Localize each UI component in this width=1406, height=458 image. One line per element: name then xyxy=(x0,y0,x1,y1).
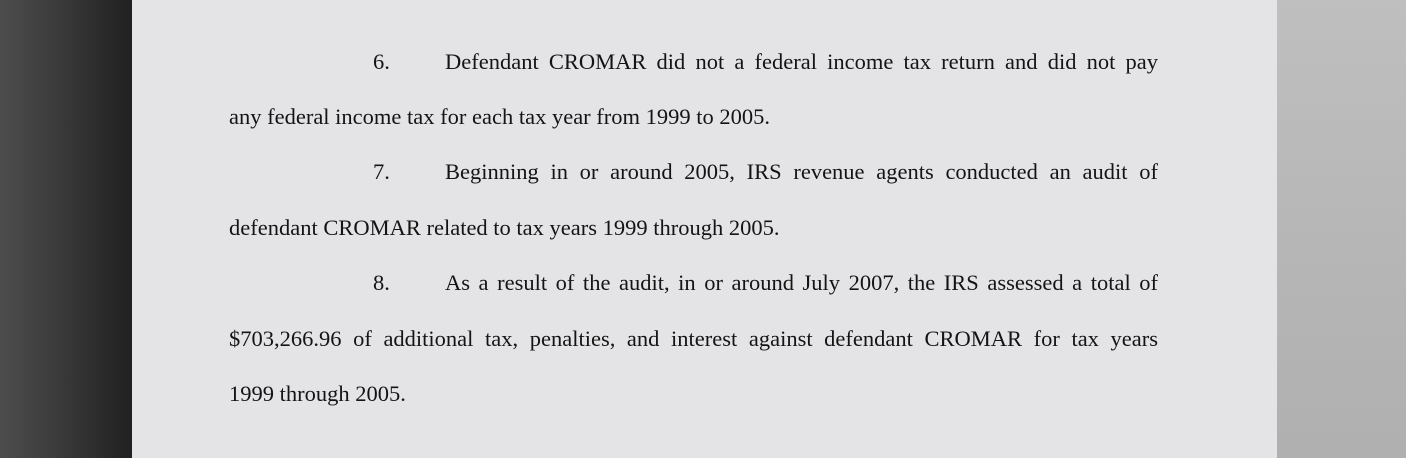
paragraph-continuation-line: $703,266.96 of additional tax, penalties, and interest against defendant CROMAR for tax years xyxy=(229,326,1158,351)
right-background-edge xyxy=(1277,0,1406,458)
paragraph-first-line: Beginning in or around 2005, IRS revenue agents conducted an audit of xyxy=(445,159,1158,184)
paragraph-continuation-line: 1999 through 2005. xyxy=(229,381,406,406)
paragraph-first-line: As a result of the audit, in or around July 2007, the IRS assessed a total of xyxy=(445,270,1158,295)
paragraph-number: 7. xyxy=(373,159,390,184)
paragraph-continuation-line: any federal income tax for each tax year from 1999 to 2005. xyxy=(229,104,771,129)
paragraph-number: 6. xyxy=(373,49,390,74)
paragraph-number: 8. xyxy=(373,270,390,295)
left-background-edge xyxy=(0,0,132,458)
document-page xyxy=(132,0,1277,458)
paragraph-continuation-line: defendant CROMAR related to tax years 1999 through 2005. xyxy=(229,215,780,240)
paragraph-first-line: Defendant CROMAR did not a federal income tax return and did not pay xyxy=(445,49,1158,74)
